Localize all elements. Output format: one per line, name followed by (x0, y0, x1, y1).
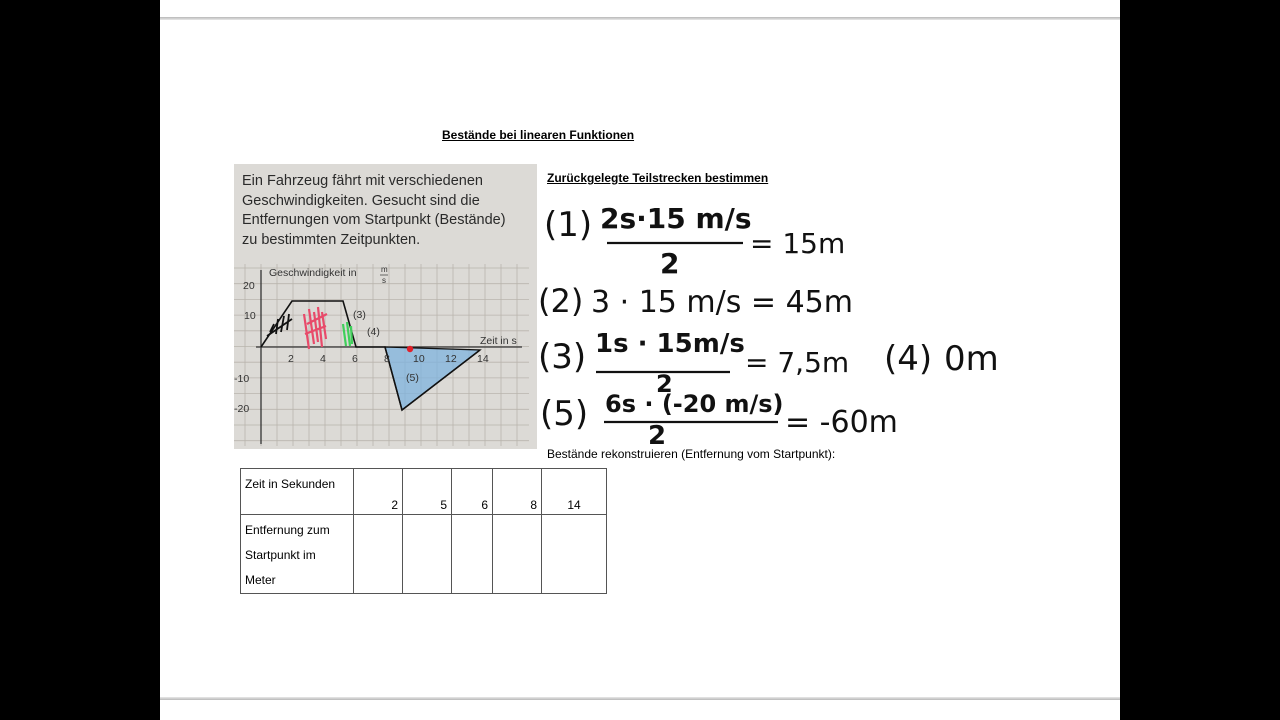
calc-1-label: (1) (544, 205, 593, 245)
x-tick-2: 2 (288, 353, 294, 365)
page-top-edge (160, 17, 1120, 20)
velocity-time-graph (234, 164, 537, 449)
table-cell-distance (493, 515, 542, 594)
calc-3-result: = 7,5m (745, 346, 850, 379)
table-cell-distance (542, 515, 607, 594)
table-header-distance-line: Startpunkt im (245, 548, 316, 562)
values-table (240, 468, 607, 594)
x-tick-14: 14 (477, 353, 489, 365)
x-tick-4: 4 (320, 353, 326, 365)
black-hatch (267, 314, 292, 336)
table-header-distance-line: Entfernung zum (245, 523, 330, 537)
red-marker-dot (407, 346, 413, 352)
document-page (160, 0, 1120, 720)
calc-5-denominator: 2 (648, 421, 667, 451)
calc-3-denominator: 2 (656, 370, 673, 398)
task-line: Entfernungen vom Startpunkt (Bestände) (242, 212, 506, 228)
task-line: zu bestimmten Zeitpunkten. (242, 231, 421, 248)
y-axis-label: Geschwindigkeit in (269, 267, 357, 279)
table-cell-time: 5 (403, 469, 452, 515)
calc-1-denominator: 2 (660, 247, 680, 280)
x-tick-6: 6 (352, 353, 358, 365)
section-heading-reconstruct: Bestände rekonstruieren (Entfernung vom Startpunkt): (547, 447, 836, 461)
calc-5-numerator: 6s · (-20 m/s) (605, 390, 784, 418)
table-cell-time: 6 (452, 469, 493, 515)
x-axis-label: Zeit in s (480, 335, 517, 347)
calc-4-result: 0m (944, 339, 999, 379)
x-tick-8: 8 (384, 353, 390, 365)
document-title: Bestände bei linearen Funktionen (442, 128, 635, 142)
calc-2-label: (2) (538, 282, 584, 320)
section-heading-distances: Zurückgelegte Teilstrecken bestimmen (547, 171, 769, 185)
calc-4-label: (4) (884, 339, 933, 379)
calc-3-label: (3) (538, 337, 587, 377)
calc-1-numerator: 2s·15 m/s (600, 202, 752, 235)
calc-3-numerator: 1s · 15m/s (595, 329, 745, 359)
red-highlight-hatch (304, 307, 327, 349)
segment-label-3: (3) (353, 309, 366, 321)
table-cell-time: 8 (493, 469, 542, 515)
task-line: Geschwindigkeiten. Gesucht sind die (242, 192, 480, 209)
table-cell-time: 2 (354, 469, 403, 515)
table-header-time: Zeit in Sekunden (241, 469, 354, 515)
page-bottom-edge (160, 697, 1120, 700)
x-tick-10: 10 (413, 353, 425, 365)
y-tick-10: 10 (244, 310, 256, 322)
calc-2-expression: 3 · 15 m/s = 45m (591, 285, 853, 320)
table-cell-distance (354, 515, 403, 594)
y-tick-minus-20: -20 (234, 403, 250, 415)
table-cell-time: 14 (542, 469, 607, 515)
segment-label-4: (4) (367, 326, 380, 338)
y-tick-20: 20 (243, 280, 255, 292)
calc-5-result: = -60m (785, 405, 898, 440)
y-unit-denominator: s (382, 276, 386, 285)
table-row (241, 515, 607, 594)
table-header-distance (241, 515, 354, 594)
y-unit-numerator: m (381, 265, 388, 274)
y-tick-minus-10: -10 (234, 373, 250, 385)
table-cell-distance (452, 515, 493, 594)
x-tick-12: 12 (445, 353, 457, 365)
calc-1-result: = 15m (750, 227, 846, 260)
segment-label-5: (5) (406, 372, 419, 384)
table-cell-distance (403, 515, 452, 594)
calc-5-label: (5) (540, 394, 589, 434)
table-row (241, 469, 607, 515)
table-header-distance-line: Meter (245, 573, 276, 587)
textbook-photo (234, 164, 537, 449)
task-line: Ein Fahrzeug fährt mit verschiedenen (242, 173, 483, 189)
